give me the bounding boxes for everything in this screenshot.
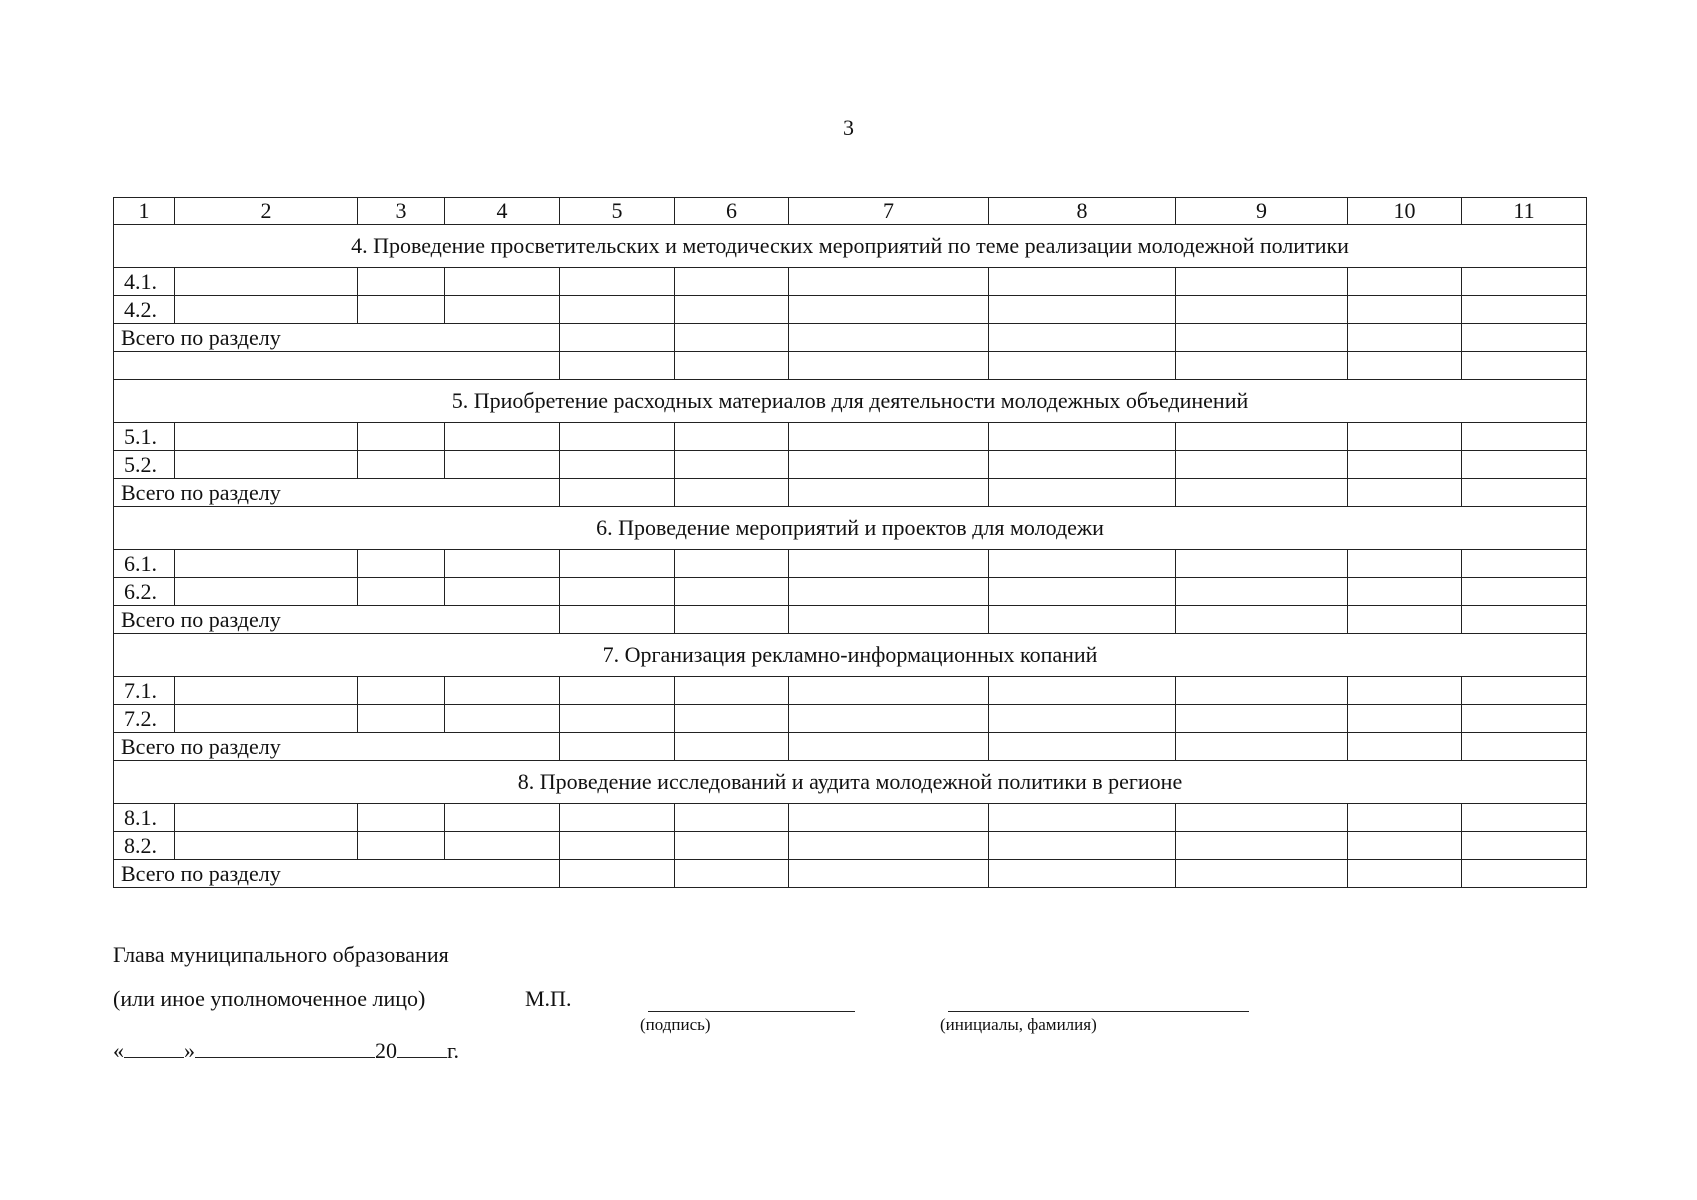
name-caption: (инициалы, фамилия) [940,1015,1097,1034]
table-row [114,578,1587,606]
table-cell [358,550,445,578]
table-cell [560,804,675,832]
table-cell [560,479,675,507]
section-title-row [114,225,1587,268]
column-header: 5 [560,198,675,225]
table-body [114,198,1587,888]
table-cell [560,733,675,761]
table-cell [1348,677,1462,705]
table-cell [1348,705,1462,733]
table-cell [1176,733,1348,761]
table-cell [989,423,1176,451]
table-row [114,268,1587,296]
table-cell [675,451,789,479]
table-cell [789,550,989,578]
section-title: 4. Проведение просветительских и методических мероприятий по теме реализации молодежной политики [114,225,1587,268]
row-number: 6.1. [114,550,175,578]
table-cell [989,296,1176,324]
table-cell [175,423,358,451]
total-label: Всего по разделу [114,606,560,634]
table-cell [358,423,445,451]
total-row [114,479,1587,507]
table-cell [675,550,789,578]
budget-table [113,197,1587,888]
table-cell [1348,268,1462,296]
column-header: 1 [114,198,175,225]
table-cell [1176,268,1348,296]
table-cell [560,578,675,606]
table-row [114,296,1587,324]
table-cell [175,578,358,606]
section-title-row [114,761,1587,804]
table-cell [445,296,560,324]
table-cell [1462,479,1587,507]
table-cell [675,804,789,832]
table-cell [1462,860,1587,888]
table-cell [560,677,675,705]
row-number: 8.2. [114,832,175,860]
table-cell [445,804,560,832]
table-cell [445,578,560,606]
table-cell [675,677,789,705]
table-cell [989,832,1176,860]
table-cell [989,860,1176,888]
table-cell [560,324,675,352]
total-row [114,324,1587,352]
total-row [114,860,1587,888]
table-cell [789,352,989,380]
table-cell [560,606,675,634]
table-cell [358,296,445,324]
table-cell [1462,733,1587,761]
column-header: 6 [675,198,789,225]
total-label: Всего по разделу [114,324,560,352]
table-cell [675,423,789,451]
table-cell [1348,832,1462,860]
table-cell [675,479,789,507]
row-number: 4.1. [114,268,175,296]
table-cell [1176,606,1348,634]
table-cell [1348,479,1462,507]
table-cell [175,677,358,705]
table-cell [1462,606,1587,634]
row-number: 7.1. [114,677,175,705]
column-header: 9 [1176,198,1348,225]
total-label: Всего по разделу [114,860,560,888]
column-header: 10 [1348,198,1462,225]
table-cell [789,606,989,634]
table-cell [445,268,560,296]
table-cell [175,268,358,296]
row-number: 7.2. [114,705,175,733]
section-title-row [114,380,1587,423]
authorized-person: (или иное уполномоченное лицо) [113,986,426,1011]
table-cell [989,324,1176,352]
table-cell [445,705,560,733]
table-cell [560,296,675,324]
table-cell [1462,705,1587,733]
table-cell [1348,451,1462,479]
table-cell [560,268,675,296]
table-cell [1176,705,1348,733]
table-cell [789,677,989,705]
month-blank [195,1057,375,1058]
table-cell [358,578,445,606]
total-label: Всего по разделу [114,733,560,761]
table-cell [1462,804,1587,832]
section-title: 6. Проведение мероприятий и проектов для молодежи [114,507,1587,550]
table-cell [1176,324,1348,352]
table-cell [1348,578,1462,606]
total-label: Всего по разделу [114,479,560,507]
section-title: 5. Приобретение расходных материалов для деятельности молодежных объединений [114,380,1587,423]
table-cell [1462,677,1587,705]
table-cell [175,550,358,578]
table-cell [175,832,358,860]
date-open-quote: « [113,1038,124,1063]
table-cell [789,451,989,479]
section-title-row [114,634,1587,677]
table-cell [1348,733,1462,761]
section-title: 7. Организация рекламно-информационных копаний [114,634,1587,677]
table-cell [1176,860,1348,888]
table-cell [789,296,989,324]
table-cell [1176,550,1348,578]
table-cell [445,451,560,479]
row-number: 5.2. [114,451,175,479]
table-cell [789,733,989,761]
column-header: 8 [989,198,1176,225]
table-row [114,705,1587,733]
table-cell [358,804,445,832]
table-cell [1348,860,1462,888]
table-cell [989,705,1176,733]
table-cell [1462,352,1587,380]
table-cell [675,733,789,761]
table-cell [358,677,445,705]
table-cell [1462,550,1587,578]
table-cell [1462,296,1587,324]
table-cell [560,352,675,380]
table-row [114,451,1587,479]
date-close-quote: » [184,1038,195,1063]
table-cell [560,860,675,888]
table-cell [675,268,789,296]
table-cell [675,832,789,860]
total-row [114,606,1587,634]
signature-line [648,1011,855,1012]
table-cell [1348,550,1462,578]
table-cell [1462,578,1587,606]
table-cell [560,705,675,733]
table-cell [989,578,1176,606]
table-cell [1176,804,1348,832]
table-cell [175,296,358,324]
table-cell [445,423,560,451]
table-row [114,804,1587,832]
table-cell [989,606,1176,634]
table-cell [1348,324,1462,352]
table-cell [789,324,989,352]
table-cell [1176,423,1348,451]
table-cell [1462,451,1587,479]
table-cell [989,352,1176,380]
table-cell [675,705,789,733]
stamp-label: М.П. [525,986,572,1011]
table-cell [358,268,445,296]
table-cell [989,677,1176,705]
year-blank [397,1057,447,1058]
header-row [114,198,1587,225]
table-cell [358,832,445,860]
table-cell [1176,677,1348,705]
section-title-row [114,507,1587,550]
table-cell [1176,352,1348,380]
name-line [948,1011,1249,1012]
table-cell [1462,832,1587,860]
table-cell [1176,578,1348,606]
table-row [114,423,1587,451]
table-cell [675,352,789,380]
table-cell [175,451,358,479]
page-number: 3 [843,115,854,140]
table-cell [675,860,789,888]
table-cell [789,832,989,860]
table-cell [989,550,1176,578]
table-cell [560,451,675,479]
table-cell [445,832,560,860]
table-cell [1176,479,1348,507]
table-cell [560,423,675,451]
row-number: 5.1. [114,423,175,451]
table-cell [1176,451,1348,479]
row-number: 4.2. [114,296,175,324]
table-cell [989,804,1176,832]
table-cell [1348,352,1462,380]
table-row [114,832,1587,860]
total-row [114,733,1587,761]
column-header: 7 [789,198,989,225]
signature-caption: (подпись) [640,1015,711,1034]
table-cell [1348,296,1462,324]
table-cell [1462,324,1587,352]
table-cell [114,352,560,380]
table-cell [1176,832,1348,860]
table-row [114,677,1587,705]
table-cell [989,733,1176,761]
table-cell [789,860,989,888]
day-blank [124,1057,184,1058]
table-cell [789,268,989,296]
table-cell [445,550,560,578]
table-cell [789,804,989,832]
table-cell [358,451,445,479]
table-cell [789,423,989,451]
section-title: 8. Проведение исследований и аудита молодежной политики в регионе [114,761,1587,804]
row-number: 6.2. [114,578,175,606]
column-header: 4 [445,198,560,225]
table-cell [675,296,789,324]
table-cell [989,479,1176,507]
table-cell [789,479,989,507]
year-suffix: г. [447,1038,460,1063]
table-cell [445,677,560,705]
table-cell [1348,423,1462,451]
table-cell [1348,606,1462,634]
table-cell [1348,804,1462,832]
table-cell [358,705,445,733]
date-field [113,1038,459,1064]
table-cell [1176,296,1348,324]
table-cell [989,451,1176,479]
table-cell [675,606,789,634]
column-header: 2 [175,198,358,225]
column-header: 3 [358,198,445,225]
table-cell [789,578,989,606]
table-cell [989,268,1176,296]
head-title: Глава муниципального образования [113,942,449,967]
table-cell [175,804,358,832]
column-header: 11 [1462,198,1587,225]
table-row [114,550,1587,578]
table-cell [675,578,789,606]
table-cell [789,705,989,733]
blank-row [114,352,1587,380]
table-cell [560,832,675,860]
table-cell [560,550,675,578]
table-cell [1462,268,1587,296]
table-cell [175,705,358,733]
table-cell [675,324,789,352]
table-cell [1462,423,1587,451]
row-number: 8.1. [114,804,175,832]
year-prefix: 20 [375,1038,397,1063]
